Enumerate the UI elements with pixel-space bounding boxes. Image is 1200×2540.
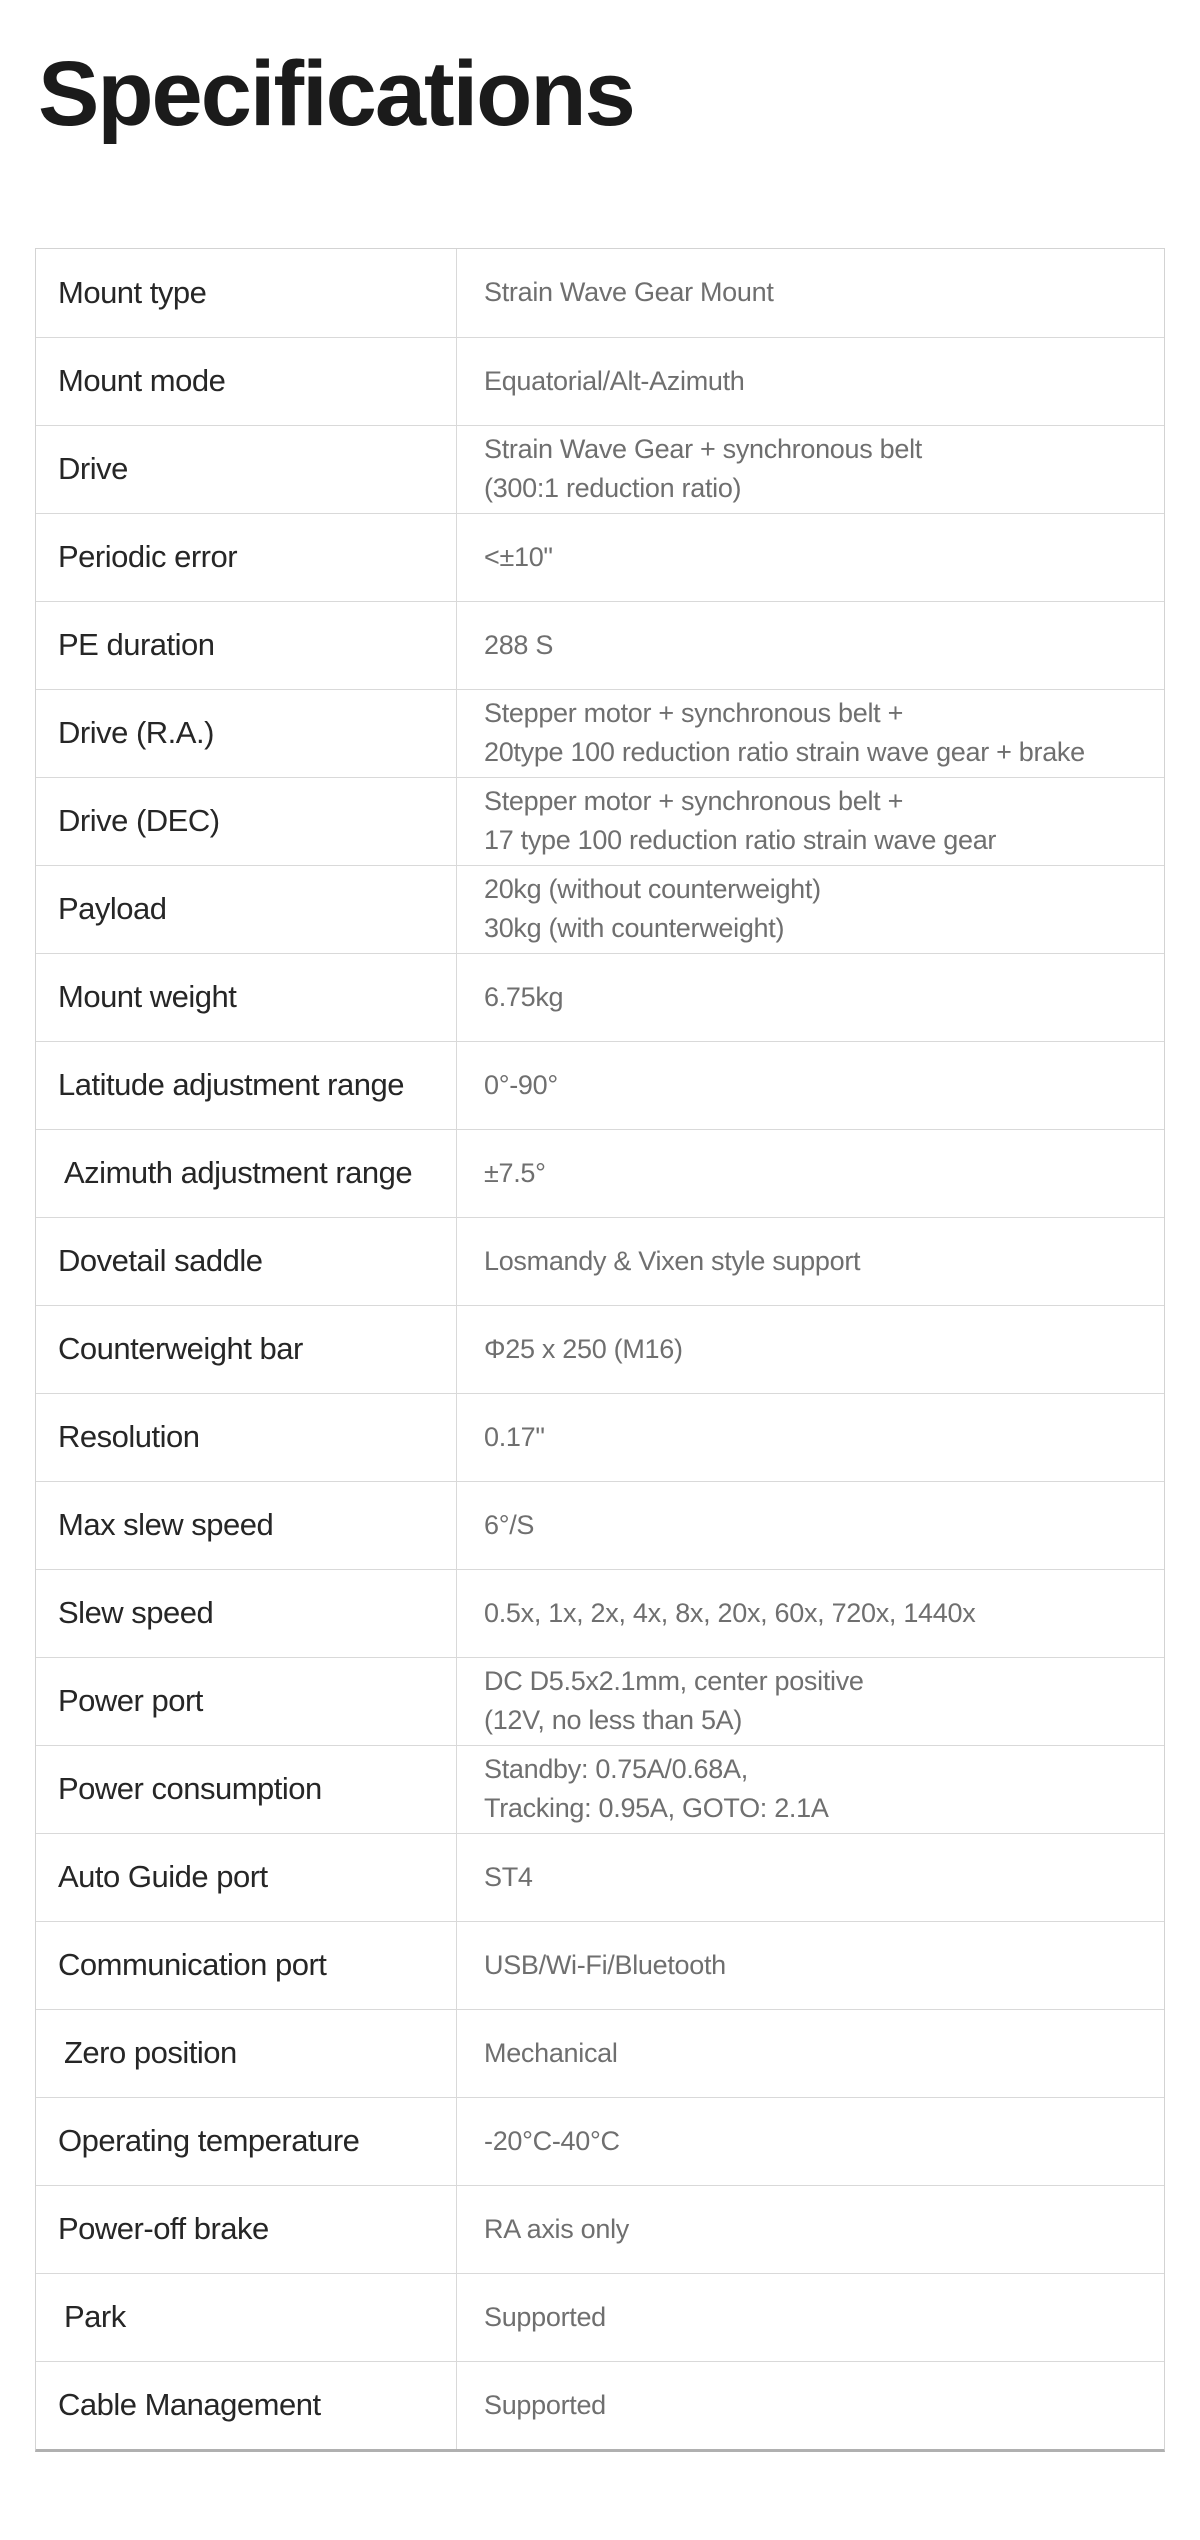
spec-row-label: Periodic error xyxy=(36,514,457,601)
spec-row-value xyxy=(457,778,1164,865)
spec-row-label: Resolution xyxy=(36,1394,457,1481)
spec-value-line: 6°/S xyxy=(484,1509,535,1540)
spec-table-row xyxy=(36,513,1164,601)
spec-table-row xyxy=(36,1305,1164,1393)
spec-value-line: Stepper motor + synchronous belt + xyxy=(484,698,904,729)
spec-row-label: Operating temperature xyxy=(36,2098,457,2185)
spec-table-row xyxy=(36,249,1164,337)
spec-row-label: PE duration xyxy=(36,602,457,689)
spec-row-value xyxy=(457,866,1164,953)
spec-row-label: Cable Management xyxy=(36,2362,457,2449)
spec-value-line: 288 S xyxy=(484,629,554,660)
spec-row-value xyxy=(457,954,1164,1041)
spec-row-value xyxy=(457,1570,1164,1657)
spec-value-line: USB/Wi-Fi/Bluetooth xyxy=(484,1949,726,1980)
spec-value-line: Standby: 0.75A/0.68A, xyxy=(484,1754,748,1785)
spec-row-value xyxy=(457,1922,1164,2009)
spec-table-row xyxy=(36,1745,1164,1833)
spec-value-line: ±7.5° xyxy=(484,1157,546,1188)
spec-table-row xyxy=(36,2097,1164,2185)
spec-value-line: Tracking: 0.95A, GOTO: 2.1A xyxy=(484,1793,829,1824)
spec-table-row xyxy=(36,425,1164,513)
spec-value-line: -20°C-40°C xyxy=(484,2125,620,2156)
spec-table-row xyxy=(36,2009,1164,2097)
spec-value-line: Stepper motor + synchronous belt + xyxy=(484,786,904,817)
spec-row-label: Mount mode xyxy=(36,338,457,425)
spec-value-line: Equatorial/Alt-Azimuth xyxy=(484,365,745,396)
spec-value-line: Strain Wave Gear + synchronous belt xyxy=(484,434,922,465)
spec-table-row xyxy=(36,337,1164,425)
spec-value-line: Supported xyxy=(484,2389,606,2420)
spec-row-value xyxy=(457,1658,1164,1745)
spec-table-row xyxy=(36,1041,1164,1129)
spec-row-label: Power consumption xyxy=(36,1746,457,1833)
spec-row-value xyxy=(457,1482,1164,1569)
spec-value-line: 20type 100 reduction ratio strain wave gear + brake xyxy=(484,737,1085,768)
spec-row-value xyxy=(457,690,1164,777)
spec-table-row xyxy=(36,601,1164,689)
spec-table-row xyxy=(36,1393,1164,1481)
spec-row-label: Slew speed xyxy=(36,1570,457,1657)
spec-value-line: RA axis only xyxy=(484,2213,629,2244)
spec-row-label: Mount type xyxy=(36,249,457,337)
spec-table-row xyxy=(36,689,1164,777)
spec-row-label: Drive (DEC) xyxy=(36,778,457,865)
spec-row-value xyxy=(457,2186,1164,2273)
spec-row-label: Zero position xyxy=(36,2010,457,2097)
spec-value-line: 0°-90° xyxy=(484,1069,558,1100)
spec-row-value xyxy=(457,2362,1164,2449)
spec-row-value xyxy=(457,1042,1164,1129)
spec-row-label: Communication port xyxy=(36,1922,457,2009)
spec-value-line: Supported xyxy=(484,2301,606,2332)
spec-table-row xyxy=(36,1129,1164,1217)
spec-value-line: ST4 xyxy=(484,1861,533,1892)
spec-row-label: Azimuth adjustment range xyxy=(36,1130,457,1217)
spec-row-value xyxy=(457,249,1164,337)
spec-table-row xyxy=(36,1217,1164,1305)
spec-row-label: Drive xyxy=(36,426,457,513)
spec-value-line: 6.75kg xyxy=(484,981,564,1012)
spec-row-value xyxy=(457,1130,1164,1217)
spec-row-value xyxy=(457,426,1164,513)
spec-table-row xyxy=(36,2361,1164,2449)
spec-row-value xyxy=(457,602,1164,689)
spec-table-row xyxy=(36,1569,1164,1657)
spec-value-line: Strain Wave Gear Mount xyxy=(484,277,774,308)
spec-table-row xyxy=(36,2185,1164,2273)
spec-value-line: 17 type 100 reduction ratio strain wave gear xyxy=(484,825,997,856)
spec-value-line: Mechanical xyxy=(484,2037,618,2068)
spec-value-line: <±10" xyxy=(484,541,553,572)
spec-row-label: Payload xyxy=(36,866,457,953)
spec-row-value xyxy=(457,1394,1164,1481)
spec-row-value xyxy=(457,2010,1164,2097)
spec-value-line: 30kg (with counterweight) xyxy=(484,913,785,944)
spec-value-line: (300:1 reduction ratio) xyxy=(484,473,742,504)
spec-table-row xyxy=(36,1921,1164,2009)
spec-table-row xyxy=(36,865,1164,953)
spec-value-line: Losmandy & Vixen style support xyxy=(484,1245,861,1276)
spec-row-label: Counterweight bar xyxy=(36,1306,457,1393)
specifications-table xyxy=(35,248,1165,2452)
page-title: Specifications xyxy=(38,43,634,145)
spec-value-line: (12V, no less than 5A) xyxy=(484,1705,743,1736)
spec-row-value xyxy=(457,514,1164,601)
spec-table-row xyxy=(36,953,1164,1041)
spec-table-row xyxy=(36,2273,1164,2361)
spec-table-row xyxy=(36,777,1164,865)
spec-row-value xyxy=(457,1218,1164,1305)
spec-row-label: Power port xyxy=(36,1658,457,1745)
spec-row-value xyxy=(457,1746,1164,1833)
spec-row-value xyxy=(457,338,1164,425)
spec-table-row xyxy=(36,1833,1164,1921)
spec-row-value xyxy=(457,1834,1164,1921)
spec-row-value xyxy=(457,2098,1164,2185)
spec-value-line: 0.17" xyxy=(484,1421,545,1452)
spec-table-row xyxy=(36,1481,1164,1569)
spec-row-label: Power-off brake xyxy=(36,2186,457,2273)
spec-row-label: Park xyxy=(36,2274,457,2361)
spec-row-value xyxy=(457,2274,1164,2361)
spec-value-line: Φ25 x 250 (M16) xyxy=(484,1333,683,1364)
spec-row-value xyxy=(457,1306,1164,1393)
spec-row-label: Max slew speed xyxy=(36,1482,457,1569)
spec-row-label: Dovetail saddle xyxy=(36,1218,457,1305)
spec-value-line: 0.5x, 1x, 2x, 4x, 8x, 20x, 60x, 720x, 1440x xyxy=(484,1597,976,1628)
spec-row-label: Latitude adjustment range xyxy=(36,1042,457,1129)
spec-row-label: Mount weight xyxy=(36,954,457,1041)
spec-row-label: Auto Guide port xyxy=(36,1834,457,1921)
spec-table-row xyxy=(36,1657,1164,1745)
spec-value-line: 20kg (without counterweight) xyxy=(484,874,821,905)
spec-row-label: Drive (R.A.) xyxy=(36,690,457,777)
spec-value-line: DC D5.5x2.1mm, center positive xyxy=(484,1666,864,1697)
